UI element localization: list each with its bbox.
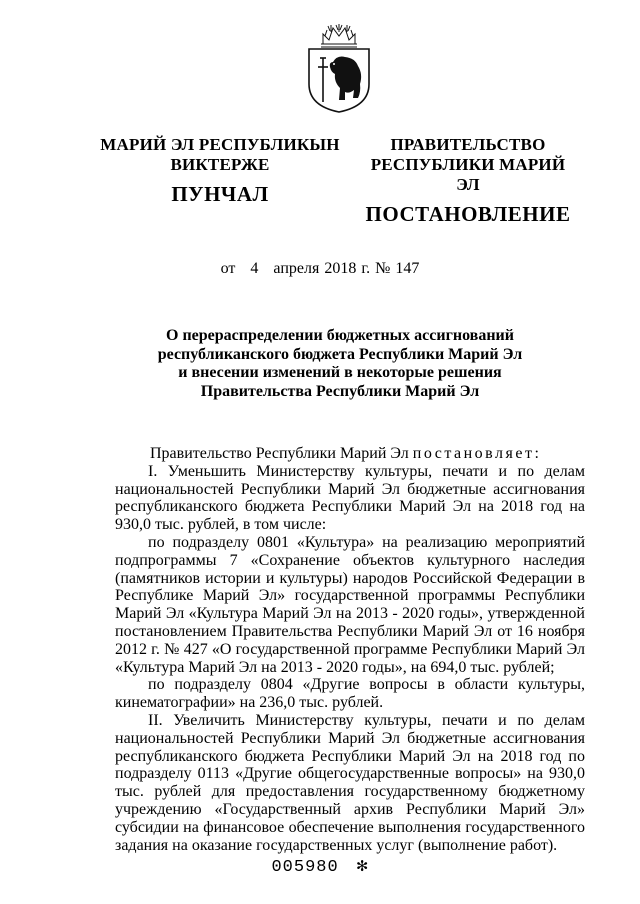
crown-icon [321, 24, 357, 47]
body-paragraph-4: II. Увеличить Министерству культуры, печати и по делам национальностей Республики Марий Эл бюджетные ассигнования республиканского бюджета Республики Марий Эл на 2018 год по подразделу 0113 «Другие общегосударственные вопросы» на 930,0 тыс. рублей для предоставления государственному бюджетному учреждению «Государственный архив Республики Марий Эл» субсидии на финансовое обеспечение выполнения государственного задания на оказание государственных услуг (выполнение работ). [115, 711, 585, 854]
document-title [120, 327, 560, 401]
document-body [115, 445, 585, 854]
document-date-line [0, 259, 640, 279]
title-line-2: республиканского бюджета Республики Марий Эл [157, 345, 523, 363]
title-line-3: и внесении изменений в некоторые решения [178, 364, 502, 381]
title-line-4: Правительства Республики Марий Эл [200, 382, 480, 400]
date-prefix: от [220, 260, 236, 277]
body-paragraph-3: по подразделу 0804 «Другие вопросы в области культуры, кинематографии» на 236,0 тыс. рублей. [115, 676, 585, 712]
body-intro [115, 445, 585, 463]
date-month-year: апреля 2018 г. [273, 260, 371, 277]
document-number: № 147 [375, 260, 420, 277]
header-right-line2: РЕСПУБЛИКИ МАРИЙ ЭЛ [370, 155, 566, 194]
header-right-line1: ПРАВИТЕЛЬСТВО [390, 135, 546, 154]
intro-decree-word: постановляет: [412, 445, 542, 462]
title-line-1: О перераспределении бюджетных ассигнований [166, 327, 514, 344]
form-serial-footer [0, 857, 640, 878]
header-left-doc-type: ПУНЧАЛ [171, 182, 269, 206]
form-serial-number: 005980 [271, 858, 339, 877]
header-right-doc-type: ПОСТАНОВЛЕНИЕ [365, 202, 571, 226]
date-day: 4 [250, 260, 259, 277]
body-paragraph-1: I. Уменьшить Министерству культуры, печати и по делам национальностей Республики Марий Эл бюджетные ассигнования республиканского бюджета Республики Марий Эл на 2018 год на 930,0 тыс. рублей, в том числе: [115, 462, 585, 534]
sword-icon [318, 58, 328, 102]
header-mari-language [100, 135, 340, 208]
intro-prefix: Правительство Республики Марий Эл [150, 445, 413, 462]
header-left-line2: ВИКТЕРЖЕ [170, 155, 270, 174]
bear-icon [330, 57, 361, 100]
header-russian-language [358, 135, 578, 228]
body-paragraph-2: по подразделу 0801 «Культура» на реализацию мероприятий подпрограммы 7 «Сохранение объектов культурного наследия (памятников истории и культуры) народов Российской Федерации в Республике Марий Эл» государственной программы Республики Марий Эл «Культура Марий Эл на 2013 - 2020 годы», утвержденной постановлением Правительства Республики Марий Эл от 16 ноября 2012 г. № 427 «О государственной программе Республики Марий Эл «Культура Марий Эл на 2013 - 2020 годы», на 694,0 тыс. рублей; [115, 533, 585, 676]
header-left-line1: МАРИЙ ЭЛ РЕСПУБЛИКЫН [100, 135, 340, 154]
coat-of-arms-emblem [303, 22, 375, 114]
asterisk-mark-icon: ✻ [356, 857, 369, 877]
